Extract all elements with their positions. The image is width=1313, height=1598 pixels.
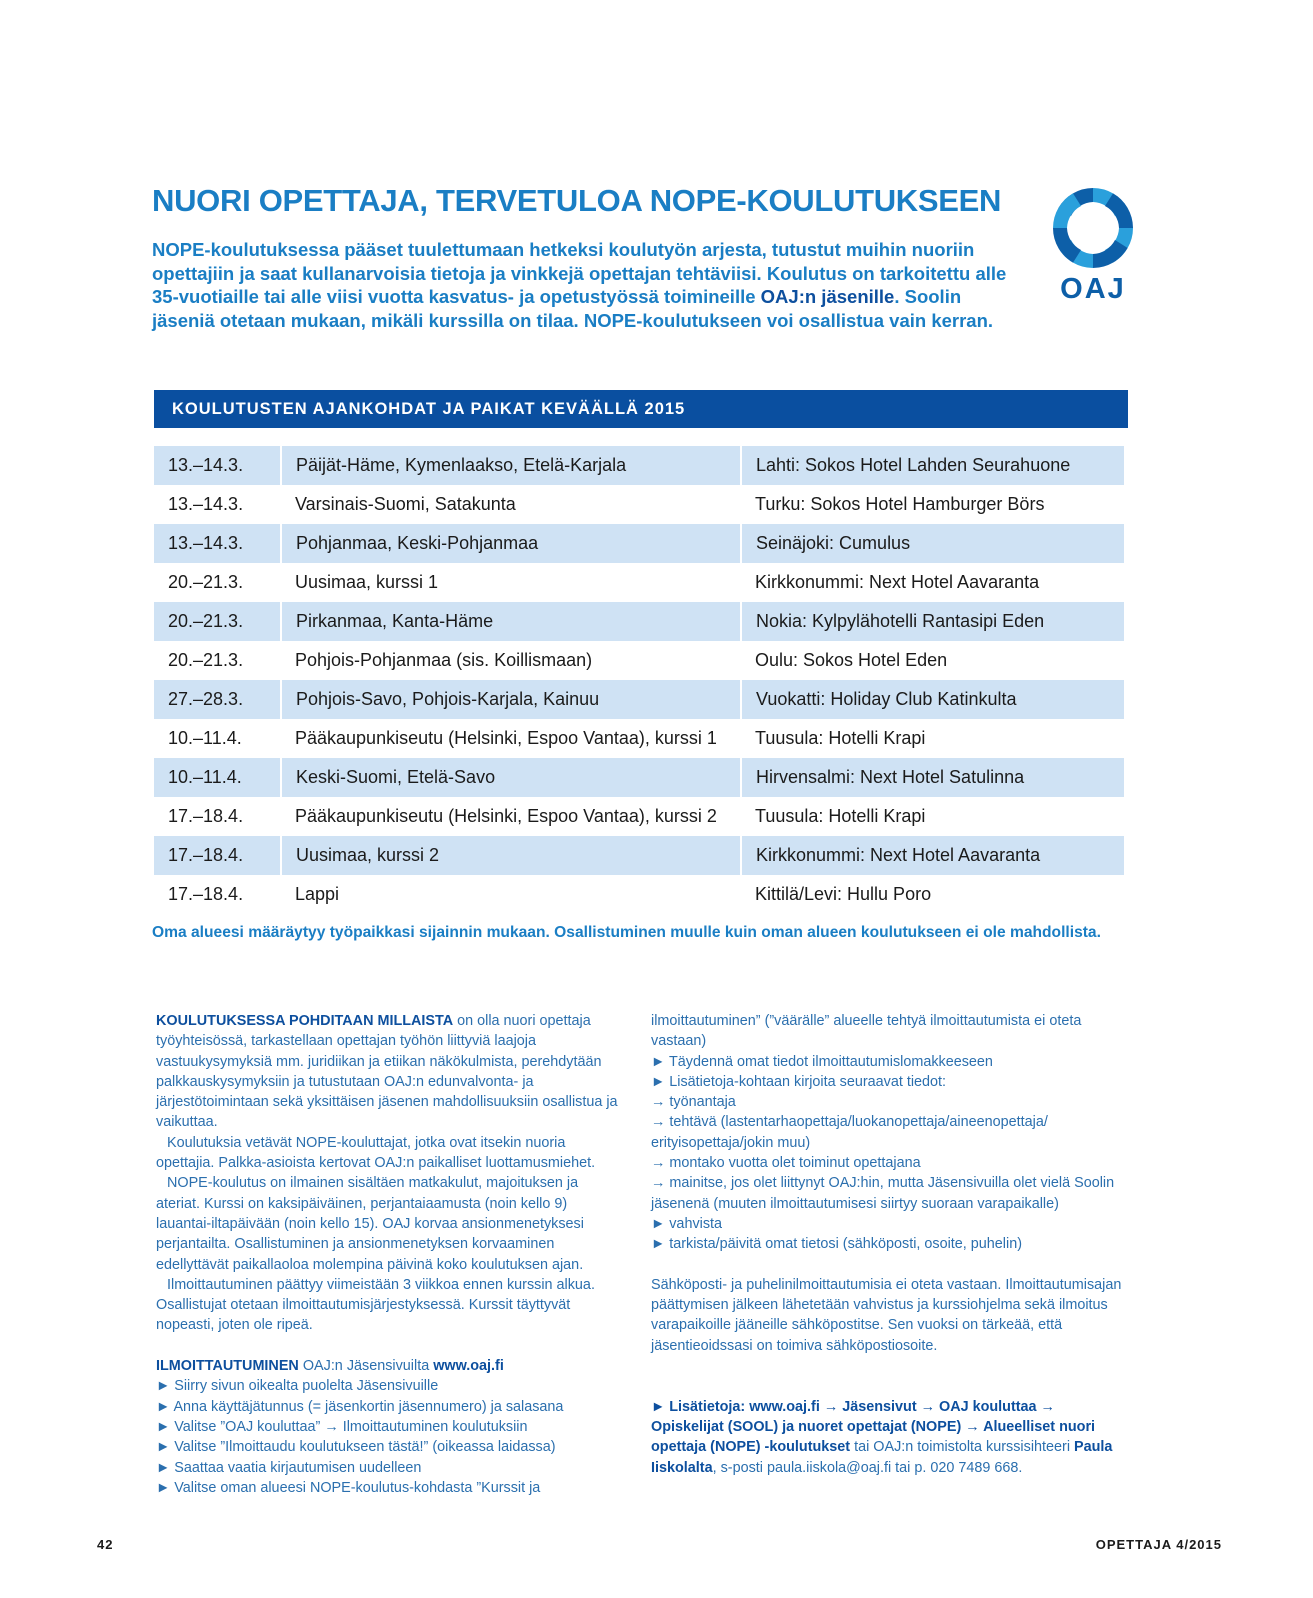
list-item: ► Valitse ”OAJ kouluttaa” → Ilmoittautuminen koulutuksiin [156,1418,528,1435]
list-item: → työnantaja [651,1094,736,1111]
cell-region: Keski-Suomi, Etelä-Savo [281,758,741,797]
cell-date: 27.–28.3. [154,680,281,719]
cell-region: Pirkanmaa, Kanta-Häme [281,602,741,641]
cell-region: Varsinais-Suomi, Satakunta [295,494,516,514]
list-item: ► Saattaa vaatia kirjautumisen uudelleen [156,1459,422,1476]
oaj-logo [1043,183,1143,313]
cell-place: Lahti: Sokos Hotel Lahden Seurahuone [741,446,1124,485]
table-row [154,719,1124,758]
intro-text-2: . Soolin jäseniä otetaan mukaan, mikäli kurssilla on tilaa. NOPE-koulutukseen voi osallistua vain kerran. [152,286,994,331]
registration-paragraph [156,1356,626,1376]
cell-place: Kirkkonummi: Next Hotel Aavaranta [755,572,1040,592]
list-item: ► tarkista/päivitä omat tietosi (sähköposti, osoite, puhelin) [651,1236,1022,1253]
cell-date: 20.–21.3. [168,650,244,670]
article-headline: NUORI OPETTAJA, TERVETULOA NOPE-KOULUTUKSEEN [152,183,1002,218]
cell-place: Turku: Sokos Hotel Hamburger Börs [755,494,1045,514]
list-item: ► Lisätietoja-kohtaan kirjoita seuraavat tiedot: [651,1073,947,1090]
cell-place: Hirvensalmi: Next Hotel Satulinna [741,758,1124,797]
more-info-path: ► Lisätietoja: www.oaj.fi → Jäsensivut → OAJ kouluttaa → Opiskelijat (SOOL) ja nuoret opettajat (NOPE) → Alueelliset nuori opettaja (NOPE) -koulutukset [651,1398,1096,1456]
cell-date: 13.–14.3. [154,446,281,485]
cell-place: Oulu: Sokos Hotel Eden [755,650,948,670]
table-row [154,446,1124,485]
cell-date: 10.–11.4. [154,758,281,797]
registration-steps-continued [651,1052,1131,1255]
more-info-paragraph [651,1397,1131,1478]
cell-place: Tuusula: Hotelli Krapi [755,806,926,826]
cell-region: Pääkaupunkiseutu (Helsinki, Espoo Vantaa), kurssi 1 [295,728,717,748]
cell-place: Seinäjoki: Cumulus [741,524,1124,563]
cell-date: 10.–11.4. [168,728,242,748]
cell-date: 17.–18.4. [154,836,281,875]
contact-name: Paula Iiskolalta [651,1439,1113,1476]
logo-wordmark: OAJ [1060,273,1126,305]
cell-date: 13.–14.3. [154,524,281,563]
schedule-table-title: KOULUTUSTEN AJANKOHDAT JA PAIKAT KEVÄÄLLÄ 2015 [154,390,1128,428]
list-item: → mainitse, jos olet liittynyt OAJ:hin, mutta Jäsensivuilla olet vielä Soolin jäsenenä (muuten ilmoittautumisesi siirtyy suoraan varapaikalle) [651,1175,1115,1212]
list-item: ► Anna käyttäjätunnus (= jäsenkortin jäsennumero) ja salasana [156,1398,564,1415]
cell-region: Lappi [295,884,340,904]
cell-region: Pääkaupunkiseutu (Helsinki, Espoo Vantaa), kurssi 2 [295,806,717,826]
table-row [154,680,1124,719]
cell-place: Nokia: Kylpylähotelli Rantasipi Eden [741,602,1124,641]
list-item: ► Täydennä omat tiedot ilmoittautumislomakkeeseen [651,1053,993,1070]
schedule-table [154,446,1124,914]
table-row [154,602,1124,641]
registration-lead: ILMOITTAUTUMINEN [156,1358,299,1375]
table-row [154,758,1124,797]
costs-paragraph: NOPE-koulutus on ilmainen sisältäen matkakulut, majoituksen ja ateriat. Kurssi on kaksipäiväinen, perjantaiaamusta (noin kello 9) lauantai-iltapäivään (noin kello 15). OAJ korvaa ansionmenetyksesi perjantailta. Osallistuminen ja ansionmenetyksen korvaaminen edellyttävät paikallaoloa molempina päivinä koko koulutuksen ajan. [156,1175,584,1273]
intro-paragraph [152,238,1012,332]
list-item: ► vahvista [651,1215,723,1232]
magazine-issue: OPETTAJA 4/2015 [1095,1537,1222,1552]
more-info-text-1: tai OAJ:n toimistolta kurssisihteeri [850,1439,1075,1456]
list-item: ► Valitse ”Ilmoittaudu koulutukseen tästä!” (oikeassa laidassa) [156,1439,556,1456]
page-number: 42 [97,1537,114,1552]
list-item: → tehtävä (lastentarhaopettaja/luokanopettaja/aineenopettaja/ erityisopettaja/jokin muu) [651,1114,1048,1151]
table-row [154,797,1124,836]
topics-lead: KOULUTUKSESSA POHDITAAN MILLAISTA [156,1013,454,1029]
cell-place: Kirkkonummi: Next Hotel Aavaranta [741,836,1124,875]
email-policy-paragraph: Sähköposti- ja puhelinilmoittautumisia ei oteta vastaan. Ilmoittautumisajan päättymisen jälkeen lähetetään vahvistus ja kurssiohjelma sekä ilmoitus varapaikoille jääneille sähköpostitse. Sen vuoksi on tärkeää, että jäsentieoidssasi on toimiva sähköpostiosoite. [651,1276,1122,1354]
cell-region: Uusimaa, kurssi 2 [281,836,741,875]
cell-date: 13.–14.3. [168,494,244,514]
cell-date: 20.–21.3. [168,572,244,592]
cell-date: 17.–18.4. [168,806,244,826]
cell-date: 17.–18.4. [168,884,244,904]
list-item: ► Siirry sivun oikealta puolelta Jäsensivuille [156,1378,439,1395]
left-column [156,1011,626,1498]
intro-highlight: OAJ:n jäsenille [760,286,895,307]
cell-date: 20.–21.3. [154,602,281,641]
topics-paragraph [156,1011,626,1133]
steps-continuation: ilmoittautuminen” (”väärälle” alueelle tehtyä ilmoittautumista ei oteta vastaan) [651,1013,1082,1050]
oaj-swirl-logo-icon [1043,183,1143,273]
deadline-paragraph: Ilmoittautuminen päättyy viimeistään 3 viikkoa ennen kurssin alkua. Osallistujat otetaan ilmoittautumisjärjestyksessä. Kurssit täyttyvät nopeasti, joten ole ripeä. [156,1276,595,1334]
more-info-text-2: , s-posti paula.iiskola@oaj.fi tai p. 020 7489 668. [712,1459,1023,1476]
list-item: ► Valitse oman alueesi NOPE-koulutus-kohdasta ”Kurssit ja [156,1479,541,1496]
registration-url: www.oaj.fi [433,1358,504,1375]
table-row [154,836,1124,875]
table-row [154,641,1124,680]
cell-place: Kittilä/Levi: Hullu Poro [755,884,932,904]
registration-text: OAJ:n Jäsensivuilta [298,1358,434,1375]
table-row [154,524,1124,563]
cell-region: Uusimaa, kurssi 1 [295,572,439,592]
cell-place: Vuokatti: Holiday Club Katinkulta [741,680,1124,719]
table-row [154,485,1124,524]
topics-text: on olla nuori opettaja työyhteisössä, tarkastellaan opettajan työhön liittyviä laajoja vastuukysymyksiä mm. juridiikan ja etiikan näkökulmista, perehdytään palkkauskysymyksiin ja tutustutaan OAJ:n edunvalvonta- ja järjestötoimintaan sekä yksittäisen jäsenen mahdollisuuksiin osallistua ja vaikuttaa. [156,1013,618,1131]
cell-region: Päijät-Häme, Kymenlaakso, Etelä-Karjala [281,446,741,485]
registration-steps [156,1376,626,1498]
intro-text-1: NOPE-koulutuksessa pääset tuulettumaan hetkeksi koulutyön arjesta, tutustut muihin nuoriin opettajiin ja saat kullanarvoisia tietoja ja vinkkejä opettajan tehtäviisi. Koulutus on tarkoitettu alle 35-vuotiaille tai alle viisi vuotta kasvatus- ja opetustyössä toimineille [152,239,1007,307]
cell-region: Pohjois-Savo, Pohjois-Karjala, Kainuu [281,680,741,719]
cell-region: Pohjois-Pohjanmaa (sis. Koillismaan) [295,650,593,670]
table-row [154,563,1124,602]
region-footnote: Oma alueesi määräytyy työpaikkasi sijainnin mukaan. Osallistuminen muulle kuin oman alueen koulutukseen ei ole mahdollista. [152,924,1101,941]
right-column [651,1011,1131,1478]
cell-place: Tuusula: Hotelli Krapi [755,728,926,748]
cell-region: Pohjanmaa, Keski-Pohjanmaa [281,524,741,563]
list-item: → montako vuotta olet toiminut opettajana [651,1155,921,1172]
trainers-paragraph: Koulutuksia vetävät NOPE-kouluttajat, jotka ovat itsekin nuoria opettajia. Palkka-asioista kertovat OAJ:n paikalliset luottamusmiehet. [156,1134,596,1172]
table-row [154,875,1124,914]
